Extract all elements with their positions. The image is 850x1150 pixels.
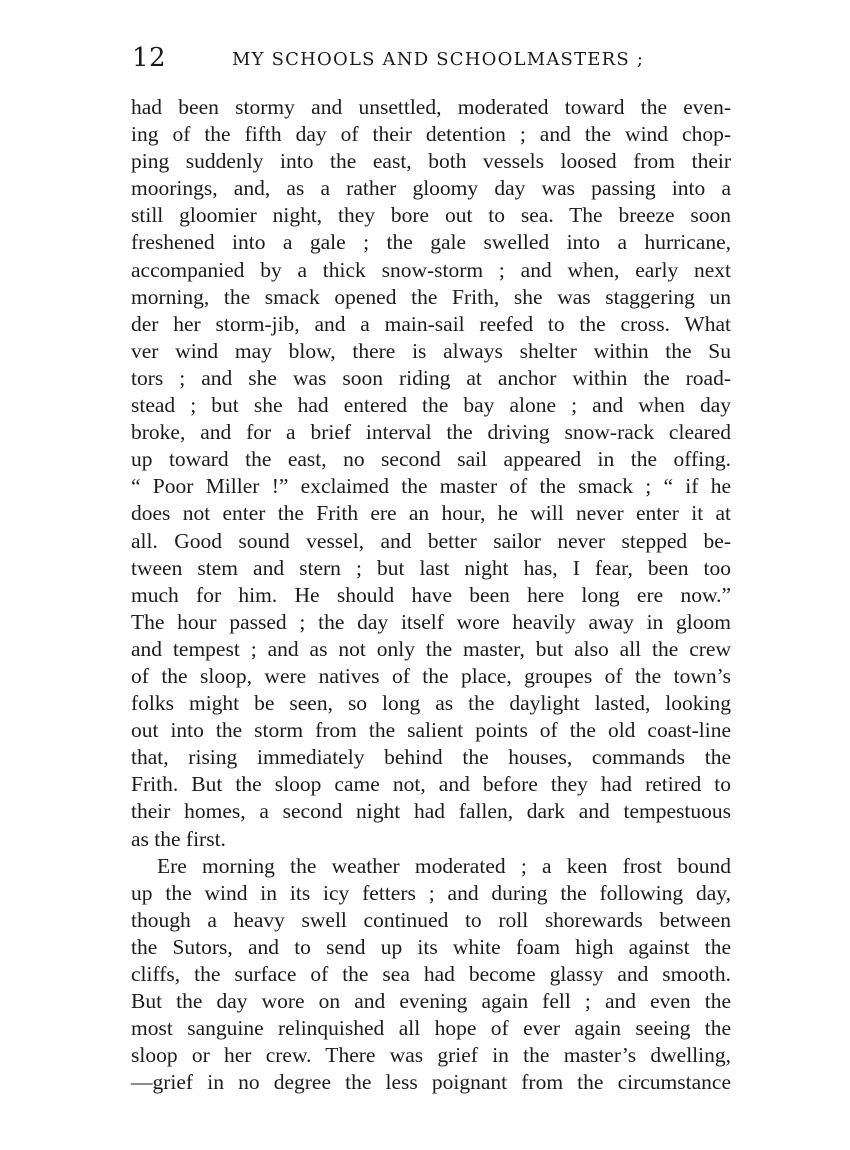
text-line: Frith. But the sloop came not, and before they had retired to [131,772,731,797]
text-line: ver wind may blow, there is always shelter within the Su [131,338,731,363]
text-line: that, rising immediately behind the houses, commands the [131,745,731,770]
running-head: MY SCHOOLS AND SCHOOLMASTERS ; [232,49,645,70]
text-line: all. Good sound vessel, and better sailor never stepped be- [131,528,731,553]
text-line: der her storm-jib, and a main-sail reefed to the cross. What [131,311,731,336]
text-line: though a heavy swell continued to roll shorewards between [131,907,731,932]
text-line: as the first. [131,826,226,851]
text-line: stead ; but she had entered the bay alone ; and when day [131,393,731,418]
text-line: much for him. He should have been here long ere now.” [131,582,731,607]
text-line: —grief in no degree the less poignant from the circumstance [131,1070,731,1095]
text-line: cliffs, the surface of the sea had become glassy and smooth. [131,962,731,986]
body-text [131,94,731,1096]
text-line: ping suddenly into the east, both vessels loosed from their [131,149,731,174]
text-line: and tempest ; and as not only the master, but also all the crew [131,636,731,661]
text-line: freshened into a gale ; the gale swelled into a hurricane, [131,230,731,255]
text-line: tors ; and she was soon riding at anchor within the road- [131,365,731,390]
text-line: Ere morning the weather moderated ; a keen frost bound [157,853,731,878]
text-line: out into the storm from the salient points of the old coast-line [131,718,731,743]
page-header [132,43,732,77]
text-line: does not enter the Frith ere an hour, he will never enter it at [131,501,731,526]
text-line: But the day wore on and evening again fell ; and even the [131,989,731,1014]
text-line: broke, and for a brief interval the driving snow-rack cleared [131,420,731,445]
text-line: accompanied by a thick snow-storm ; and when, early next [131,257,731,282]
text-line: morning, the smack opened the Frith, she was staggering un [131,284,731,309]
text-line: up toward the east, no second sail appeared in the offing. [131,447,731,472]
text-line: the Sutors, and to send up its white foam high against the [131,934,731,959]
text-line: moorings, and, as a rather gloomy day was passing into a [131,176,731,201]
text-line: folks might be seen, so long as the daylight lasted, looking [131,691,731,716]
text-line: ing of the fifth day of their detention ; and the wind chop- [131,122,731,147]
text-line: had been stormy and unsettled, moderated toward the even- [131,95,731,119]
text-line: sloop or her crew. There was grief in the master’s dwelling, [131,1043,731,1068]
text-line: “ Poor Miller !” exclaimed the master of the smack ; “ if he [131,474,731,499]
text-line: still gloomier night, they bore out to sea. The breeze soon [131,203,731,228]
text-line: of the sloop, were natives of the place, groupes of the town’s [131,663,731,688]
text-line: their homes, a second night had fallen, dark and tempestuous [131,799,731,824]
page-number: 12 [132,43,167,73]
text-line: most sanguine relinquished all hope of ever again seeing the [131,1016,731,1041]
text-line: up the wind in its icy fetters ; and during the following day, [131,880,731,905]
text-line: The hour passed ; the day itself wore heavily away in gloom [131,609,731,634]
text-line: tween stem and stern ; but last night has, I fear, been too [131,555,731,580]
